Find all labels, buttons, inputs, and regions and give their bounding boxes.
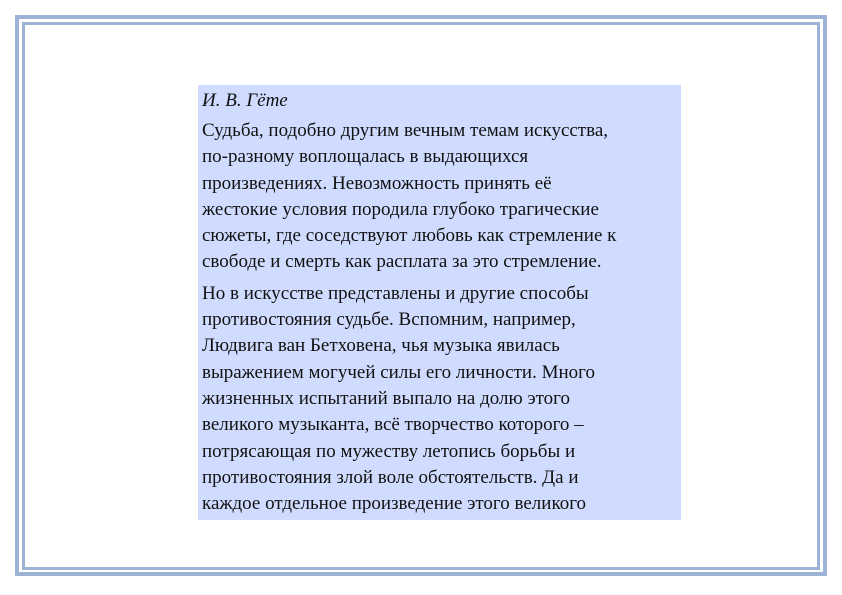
text-line: Но в искусстве представлены и другие способы (202, 282, 589, 304)
paragraph-1 (202, 118, 678, 276)
text-line: противостояния злой воле обстоятельств. Да и (202, 466, 579, 488)
text-line: сюжеты, где соседствуют любовь как стремление к (202, 225, 617, 247)
author-heading: И. В. Гёте (202, 90, 288, 111)
text-line: по-разному воплощалась в выдающихся (202, 146, 529, 168)
text-line: жестокие условия породила глубоко трагические (202, 198, 599, 220)
text-line: произведениях. Невозможность принять её (202, 172, 552, 194)
text-line: Людвига ван Бетховена, чья музыка явилась (202, 335, 560, 357)
text-line: свободе и смерть как расплата за это стремление. (202, 251, 602, 273)
text-line: жизненных испытаний выпало на долю этого (202, 387, 570, 409)
paragraph-2 (202, 281, 678, 518)
text-block (198, 85, 681, 520)
text-line: каждое отдельное произведение этого великого (202, 493, 587, 515)
text-line: потрясающая по мужеству летопись борьбы и (202, 440, 576, 462)
text-line: великого музыканта, всё творчество которого – (202, 414, 584, 436)
text-line: Судьба, подобно другим вечным темам искусства, (202, 120, 609, 141)
text-line: противостояния судьбе. Вспомним, например, (202, 309, 576, 331)
text-line: выражением могучей силы его личности. Много (202, 361, 595, 383)
